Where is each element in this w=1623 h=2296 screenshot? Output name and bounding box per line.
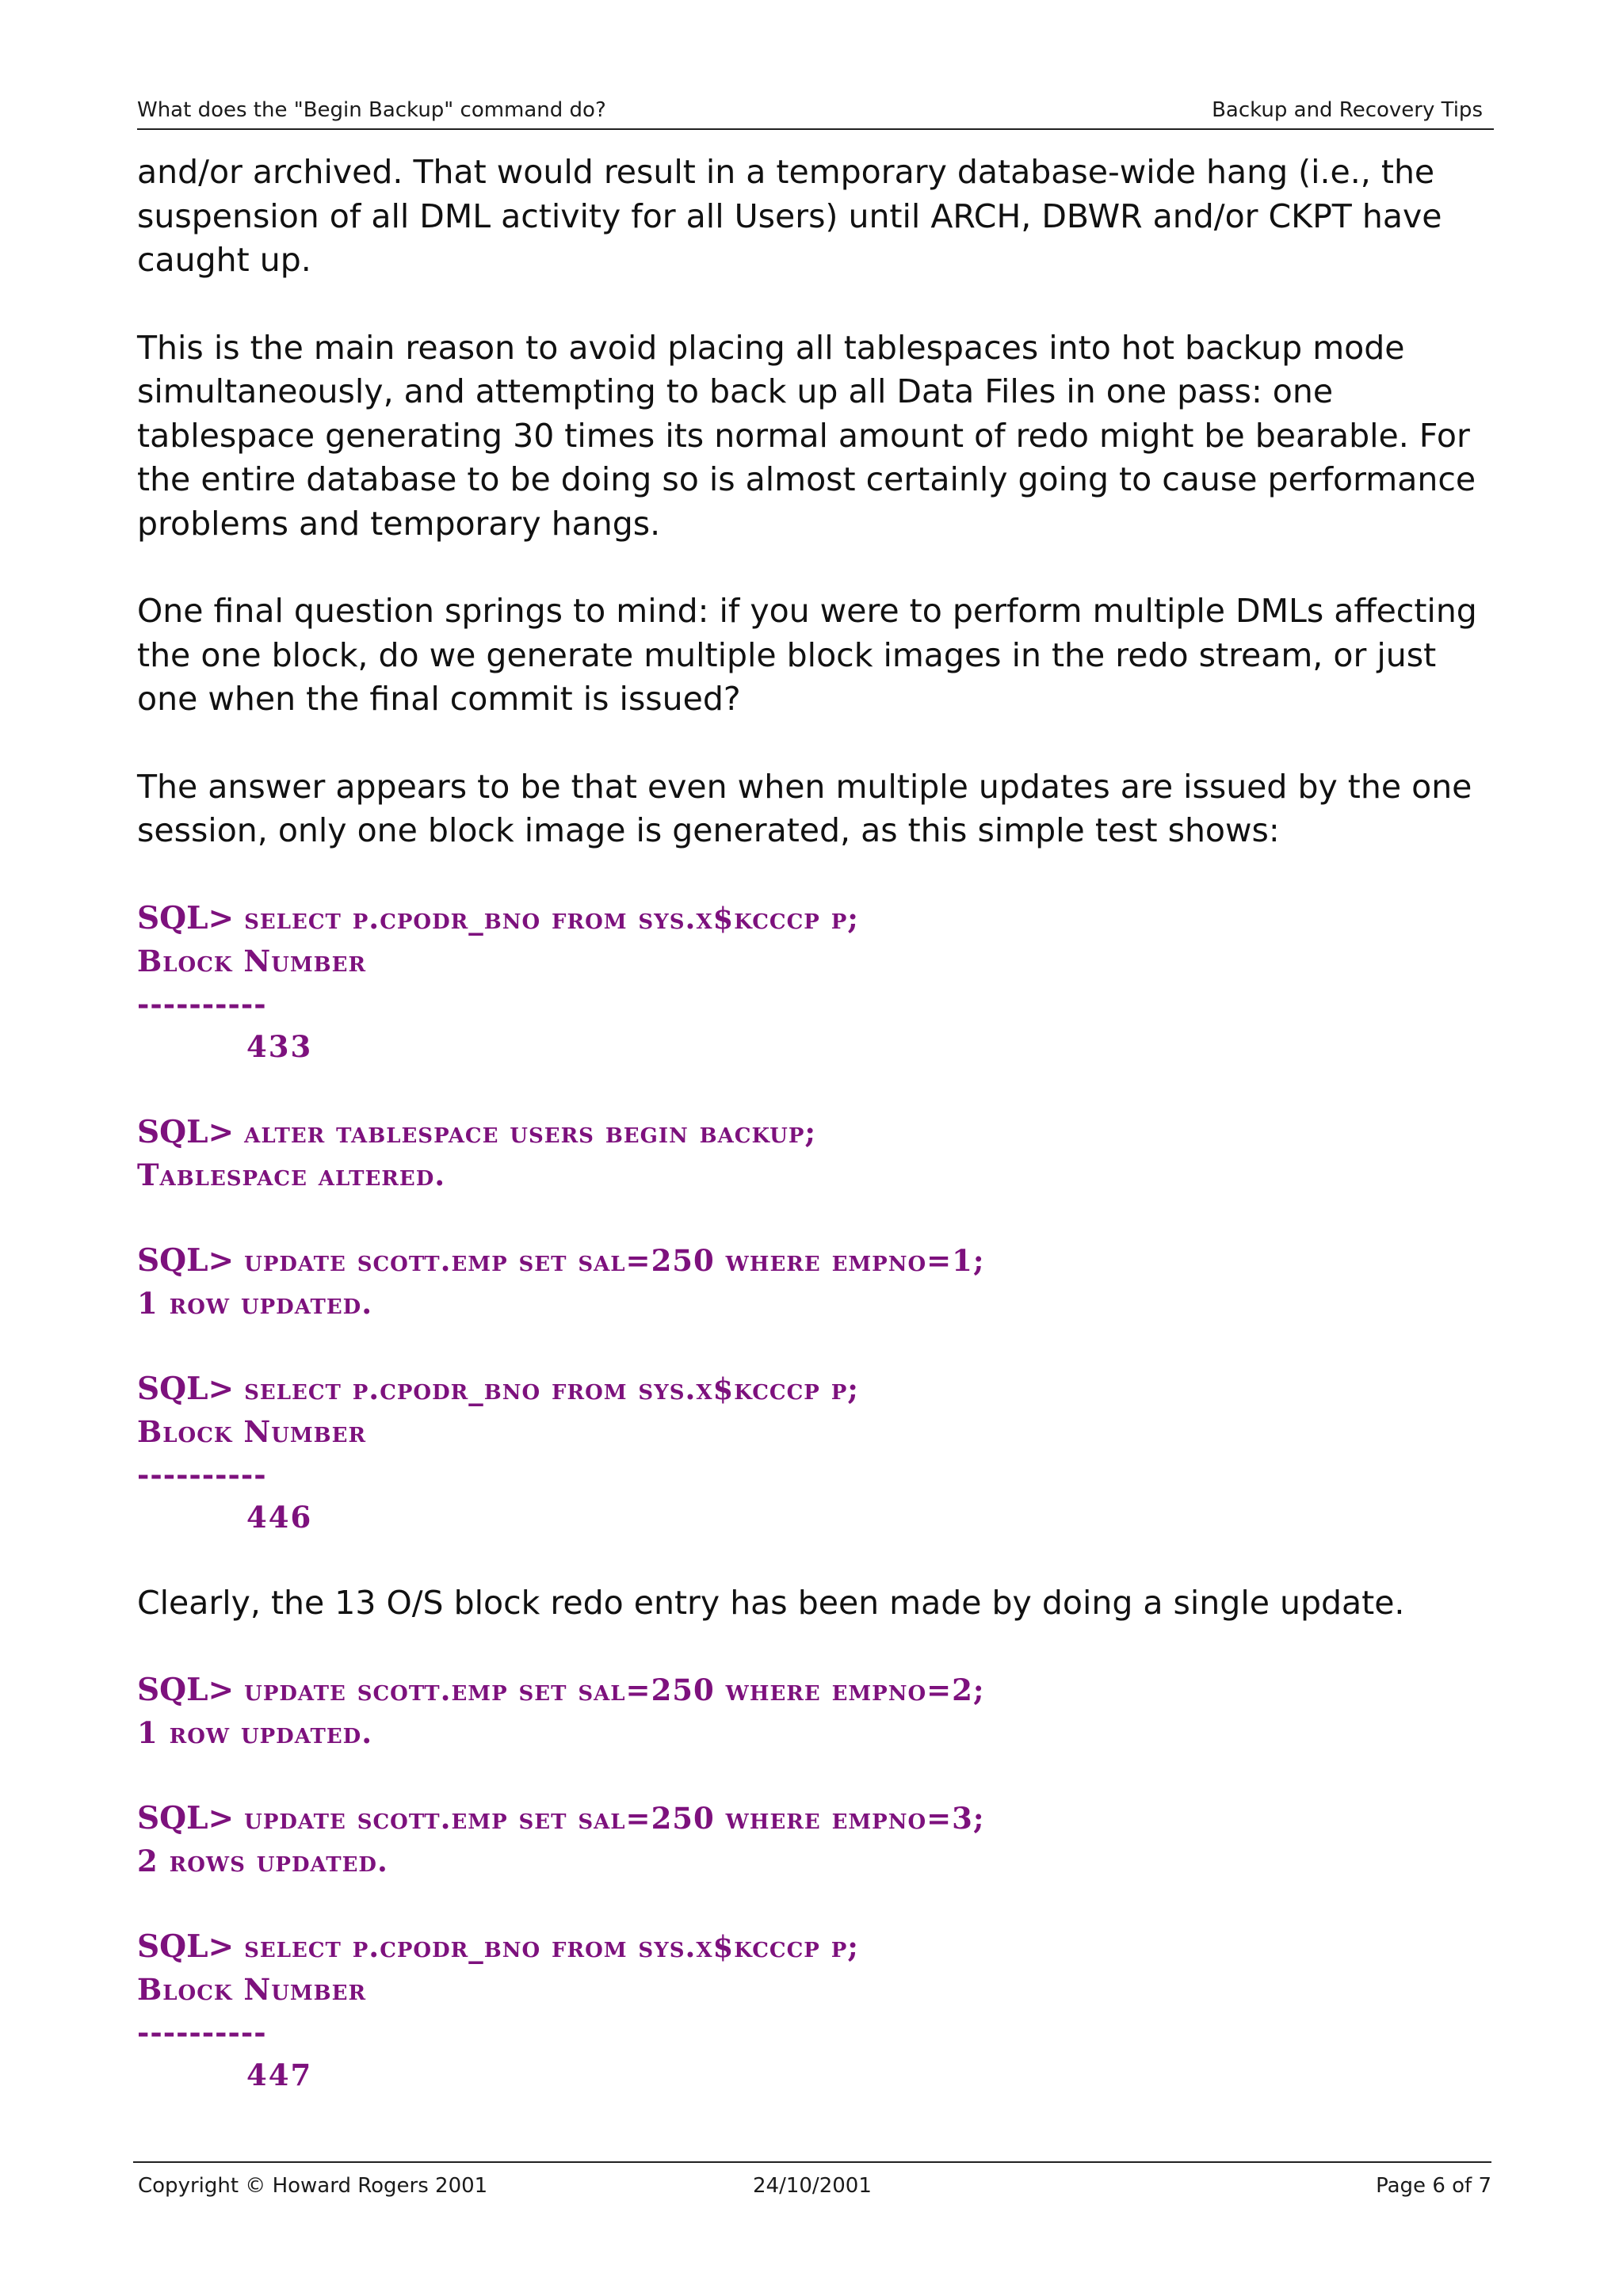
sql-prompt: SQL>: [137, 899, 235, 936]
column-header: Block Number: [137, 1413, 367, 1449]
sql-statement: alter tablespace users begin backup;: [244, 1114, 817, 1150]
paragraph: The answer appears to be that even when multiple updates are issued by the one session, only one block image is generated, as this simple test shows:: [137, 767, 1472, 849]
sql-statement: update scott.emp set sal=250 where empno=1;: [244, 1242, 985, 1278]
column-separator: ----------: [137, 986, 267, 1021]
sql-prompt: SQL>: [137, 1113, 235, 1150]
block-number-value: 433: [246, 1028, 313, 1064]
header-section: Backup and Recovery Tips: [1212, 98, 1483, 122]
code-line: [137, 1925, 1500, 1968]
code-line: [137, 1669, 1500, 1711]
sql-prompt: SQL>: [137, 1928, 235, 1965]
paragraph: and/or archived. That would result in a temporary database-wide hang (i.e., the suspension of all DML activity for all Users) until ARCH, DBWR and/or CKPT have caught up.: [137, 153, 1442, 279]
paragraph: One final question springs to mind: if you were to perform multiple DMLs affecting the one block, do we generate multiple block images in the redo stream, or just one when the final commit is issued?: [137, 592, 1477, 718]
paragraph: Clearly, the 13 O/S block redo entry has been made by doing a single update.: [137, 1583, 1405, 1622]
column-header: Block Number: [137, 1972, 367, 2007]
sql-statement: select p.cpodr_bno from sys.x$kcccp p;: [244, 1371, 859, 1406]
code-line: [137, 1367, 1500, 1410]
sql-prompt: SQL>: [137, 1241, 235, 1279]
block-number-value: 447: [246, 2058, 313, 2092]
code-block-update-2: [137, 1669, 1500, 1754]
footer-copyright: Copyright © Howard Rogers 2001: [138, 2174, 488, 2198]
column-header: Block Number: [137, 943, 367, 978]
footer-date: 24/10/2001: [753, 2174, 872, 2198]
sql-prompt: SQL>: [137, 1800, 235, 1836]
code-line: [137, 897, 1500, 940]
page-footer: [133, 2161, 1491, 2199]
sql-statement: select p.cpodr_bno from sys.x$kcccp p;: [244, 900, 859, 936]
code-block-update-1: [137, 1239, 1500, 1325]
footer-page-number: Page 6 of 7: [1376, 2174, 1491, 2198]
code-line: [137, 1239, 1500, 1282]
block-number-value: 446: [246, 1499, 313, 1535]
sql-result: 2 rows updated.: [137, 1844, 388, 1878]
sql-result: 1 row updated.: [137, 1285, 373, 1321]
paragraph: This is the main reason to avoid placing all tablespaces into hot backup mode simultaneously, and attempting to back up all Data Files in one pass: one tablespace generating 30 times its normal amount of redo might be bearable. For the entire database to be doing so is almost certainly going to cause performance problems and temporary hangs.: [137, 328, 1476, 543]
page-header: [137, 93, 1494, 130]
sql-statement: update scott.emp set sal=250 where empno=3;: [244, 1801, 985, 1836]
column-separator: ----------: [137, 2015, 267, 2050]
code-block-update-3: [137, 1797, 1500, 1882]
sql-result: 1 row updated.: [137, 1715, 373, 1750]
sql-prompt: SQL>: [137, 1370, 235, 1407]
sql-prompt: SQL>: [137, 1672, 235, 1708]
code-block-select-1: [137, 897, 1500, 1068]
code-line: [137, 1797, 1500, 1840]
column-separator: ----------: [137, 1456, 267, 1492]
sql-result: Tablespace altered.: [137, 1157, 446, 1192]
page-body: [137, 151, 1500, 2139]
code-block-select-3: [137, 1925, 1500, 2096]
sql-statement: select p.cpodr_bno from sys.x$kcccp p;: [244, 1929, 859, 1964]
code-block-select-2: [137, 1367, 1500, 1539]
code-block-alter: [137, 1111, 1500, 1196]
sql-statement: update scott.emp set sal=250 where empno=2;: [244, 1672, 985, 1707]
header-title: What does the "Begin Backup" command do?: [137, 98, 606, 122]
code-line: [137, 1111, 1500, 1154]
